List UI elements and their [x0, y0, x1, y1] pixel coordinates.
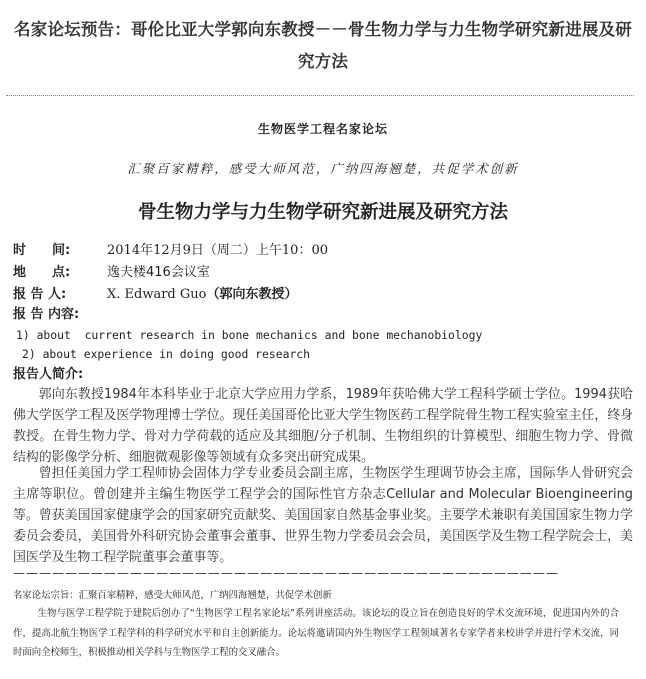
bio-label-row: [13, 364, 83, 386]
place-value: 逸夫楼416会议室: [107, 265, 210, 280]
time-label: 时 间:: [13, 243, 71, 258]
speaker-row: [13, 284, 297, 306]
content-item-2: 2) about experience in doing good research: [22, 347, 311, 361]
article-title: 名家论坛预告：哥伦比亚大学郭向东教授－－骨生物力学与力生物学研究新进展及研究方法: [14, 20, 632, 71]
bio-label: 报告人简介:: [13, 367, 84, 382]
place-row: [13, 262, 210, 284]
content-label-row: [13, 304, 79, 326]
speaker-label: 报 告 人:: [13, 287, 67, 302]
footer-label: 名家论坛宗旨：汇聚百家精粹，感受大师风范，广纳四海翘楚，共促学术创新: [13, 590, 332, 601]
time-row: [13, 240, 328, 262]
speaker-name-en: X. Edward Guo: [107, 287, 207, 302]
forum-name: 生物医学工程名家论坛: [257, 122, 388, 136]
talk-title: 骨生物力学与力生物学研究新进展及研究方法: [137, 202, 508, 223]
title-divider: [6, 95, 634, 96]
bio-paragraph-2: 曾担任美国力学工程师协会固体力学专业委员会副主席，生物医学生理调节协会主席，国际华人骨研究会主席等职位。曾创建并主编生物医学工程学会的国际性官方杂志Cellular and Molecular Bioengineering等。曾获美国国家健康学会的国家研究贡献奖、美国国家自然基金事业奖。主要学术兼职有美国国家生物力学委员会委员，美国骨外科研究协会董事会董事、世界生物力学委员会会员，美国医学及生物工程学院会士，美国医学及生物工程学院董事会董事等。: [13, 466, 633, 566]
bio-paragraph-1: 郭向东教授1984年本科毕业于北京大学应用力学系，1989年获哈佛大学工程科学硕士学位。1994获哈佛大学医学工程及医学物理博士学位。现任美国哥伦比亚大学生物医药工程学院骨生物工程实验室主任，终身教授。在骨生物力学、骨对力学荷载的适应及其细胞/分子机制、生物组织的计算模型、细胞生物力学、骨微结构的影像学分析、细胞微观影像等领域有众多突出研究成果。: [13, 387, 633, 466]
speaker-name-cn: （郭向东教授）: [206, 287, 298, 302]
place-label: 地 点:: [13, 265, 71, 280]
footer-text: 生物与医学工程学院于建院后创办了“生物医学工程名家论坛”系列讲座活动。该论坛的设立旨在创造良好的学术交流环境，促进国内外的合作，提高北航生物医学工程学科的科学研究水平和自主创新能力。论坛将邀请国内外生物医学工程领域著名专家学者来校讲学并进行学术交流，同时面向全校师生，积极推动相关学科与生物医学工程的交叉融合。: [13, 608, 619, 658]
forum-slogan: 汇聚百家精粹，感受大师风范，广纳四海翘楚，共促学术创新: [127, 161, 519, 176]
content-label: 报 告 内容:: [13, 307, 80, 322]
time-value: 2014年12月9日（周二）上午10：00: [107, 243, 328, 258]
content-item-1: 1) about current research in bone mechanics and bone mechanobiology: [16, 328, 483, 342]
section-separator: ——————————————————————————————————————————: [13, 566, 559, 580]
